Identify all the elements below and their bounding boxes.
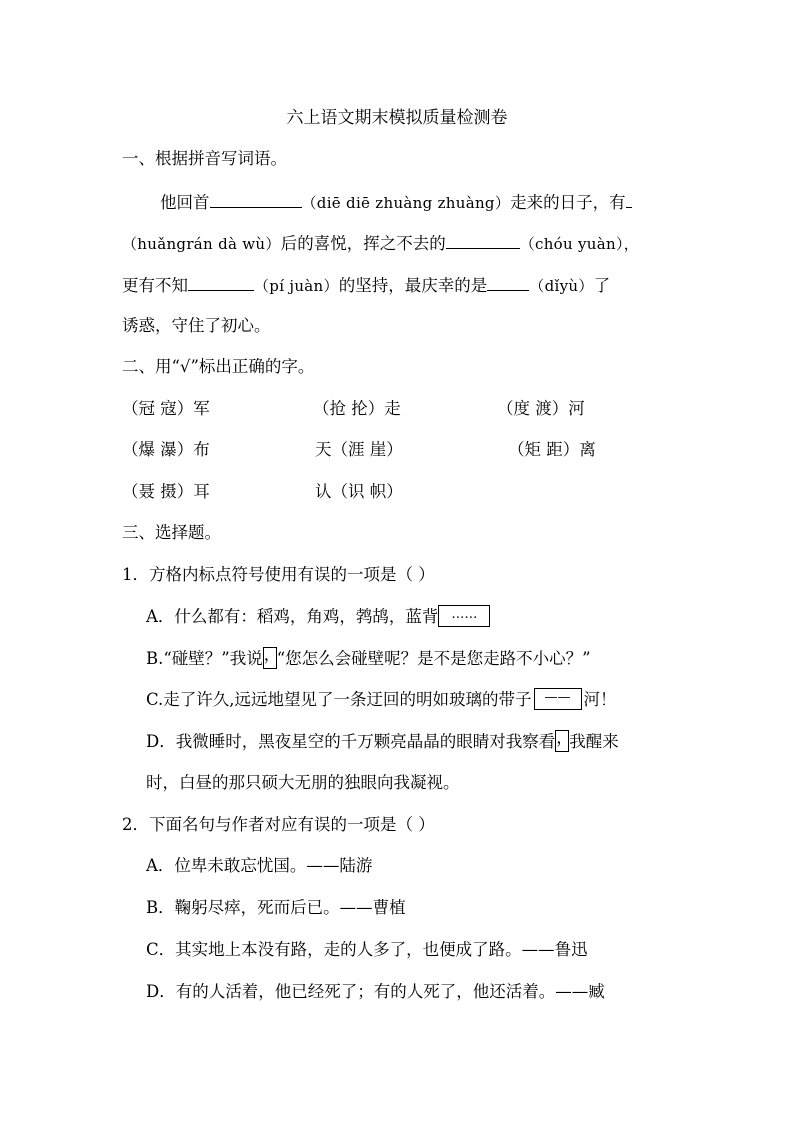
- option-text: C.走了许久,远远地望见了一条迂回的明如玻璃的带子: [146, 690, 532, 709]
- answer-blank-4[interactable]: [188, 272, 254, 291]
- q2-option-d[interactable]: D．有的人活着，他已经死了；有的人死了，他还活着。——臧: [146, 982, 605, 1001]
- answer-blank-5[interactable]: [487, 272, 529, 291]
- punctuation-box: ，: [263, 647, 277, 669]
- option-text: D．我微睡时，黑夜星空的千万颗亮晶晶的眼睛对我察看: [146, 732, 556, 751]
- choice-item[interactable]: （抢 抡）走: [313, 399, 401, 418]
- text: 后的喜悦，挥之不去的: [280, 234, 446, 253]
- section1-heading: 一、根据拼音写词语。: [122, 149, 287, 168]
- section1-line4: 诱惑，守住了初心。: [122, 316, 271, 335]
- pinyin: （dǐyù）: [529, 277, 594, 295]
- option-text: A．什么都有：稻鸡，角鸡，鹁鸪，蓝背: [146, 607, 439, 626]
- punctuation-box: ——: [534, 688, 582, 710]
- section1-line3: [122, 272, 610, 298]
- page-title: 六上语文期末模拟质量检测卷: [286, 108, 508, 128]
- answer-blank-2[interactable]: [626, 189, 632, 208]
- section3-heading: 三、选择题。: [122, 523, 221, 542]
- question-1-stem: 1．方格内标点符号使用有误的一项是（ ）: [122, 565, 435, 584]
- q1-option-d-continued: 时，白昼的那只硕大无朋的独眼向我凝视。: [146, 773, 460, 792]
- q1-option-d[interactable]: [146, 727, 619, 754]
- choice-item[interactable]: （聂 摄）耳: [122, 482, 210, 501]
- text: 更有不知: [122, 276, 188, 295]
- section1-line2: [122, 230, 639, 256]
- q1-option-a[interactable]: [146, 605, 490, 629]
- q1-option-b[interactable]: [146, 644, 591, 671]
- text: 他回首: [160, 193, 210, 212]
- option-text: B.“碰壁？”我说: [146, 649, 263, 668]
- q2-option-c[interactable]: C．其实地上本没有路，走的人多了，也便成了路。——鲁迅: [146, 940, 588, 959]
- answer-blank-3[interactable]: [446, 230, 520, 249]
- choice-item[interactable]: （度 渡）河: [497, 399, 585, 418]
- answer-blank-1[interactable]: [210, 189, 302, 208]
- q2-option-b[interactable]: B．鞠躬尽瘁，死而后已。——曹植: [146, 898, 406, 917]
- q2-option-a[interactable]: A．位卑未敢忘忧国。——陆游: [146, 856, 373, 875]
- choice-item[interactable]: （爆 瀑）布: [122, 440, 210, 459]
- choice-item[interactable]: 认（识 帜）: [315, 482, 403, 501]
- q1-option-c[interactable]: [146, 688, 617, 712]
- option-text: 我醒来: [569, 732, 619, 751]
- punctuation-box: ，: [555, 730, 569, 752]
- section1-line1: [160, 189, 632, 215]
- text: 了: [593, 276, 611, 295]
- text: 的坚持，最庆幸的是: [338, 276, 488, 295]
- choice-item[interactable]: 天（涯 崖）: [315, 440, 403, 459]
- pinyin: （huǎngrán dà wù）: [122, 235, 281, 253]
- text: 走来的日子，有: [510, 193, 626, 212]
- choice-item[interactable]: （矩 距）离: [508, 440, 596, 459]
- question-2-stem: 2．下面名句与作者对应有误的一项是（ ）: [122, 815, 435, 834]
- choice-item[interactable]: （冠 寇）军: [122, 399, 210, 418]
- pinyin: （pí juàn）: [254, 277, 339, 295]
- pinyin: （diē diē zhuàng zhuàng）: [301, 194, 511, 212]
- pinyin: （chóu yuàn），: [519, 235, 640, 253]
- option-text: 河！: [583, 690, 617, 709]
- section2-heading: 二、用“√”标出正确的字。: [122, 357, 315, 376]
- option-text: “您怎么会碰壁呢？是不是您走路不小心？”: [276, 649, 591, 668]
- punctuation-box: ……: [438, 605, 490, 627]
